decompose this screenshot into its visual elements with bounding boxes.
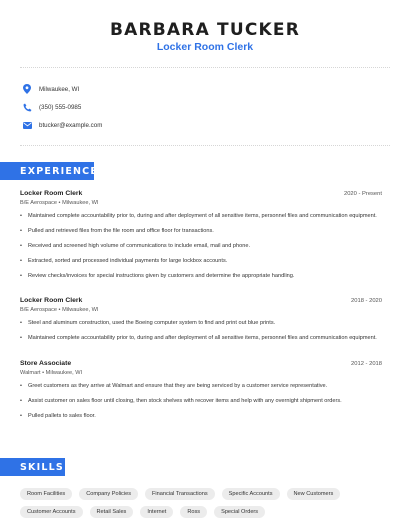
experience-section-header: EXPERIENCE: [0, 162, 94, 180]
skills-section-header: SKILLS: [0, 458, 65, 476]
job-dates: 2012 - 2018: [351, 361, 382, 367]
job-title: Locker Room Clerk: [20, 297, 83, 304]
job-bullet: • Pulled and retrieved files from the file room and office floor for transactions.: [20, 227, 382, 235]
job-bullet: • Received and screened high volume of communications to include email, mail and phone.: [20, 242, 382, 250]
skill-chip: Ross: [180, 506, 207, 518]
contact-email-text: btucker@example.com: [39, 121, 103, 129]
job-dates: 2020 - Present: [343, 191, 382, 197]
skill-chip: Room Facilities: [20, 488, 72, 500]
job-bullet: • Pulled pallets to sales floor.: [20, 412, 382, 420]
skill-chip: Retail Sales: [90, 506, 134, 518]
email-icon: [22, 120, 32, 130]
contact-location-text: Milwaukee, WI: [39, 85, 80, 93]
skills-list: [20, 488, 390, 518]
divider: [20, 145, 390, 146]
skill-chip: Specific Accounts: [222, 488, 280, 500]
job-entry: [20, 360, 382, 427]
job-company: Walmart • Milwaukee, WI: [20, 370, 83, 376]
job-bullet: • Extracted, sorted and processed individual payments for large lockbox accounts.: [20, 257, 382, 265]
phone-icon: [22, 102, 32, 112]
job-entry: [20, 190, 382, 287]
contact-phone-text: (350) 555-0985: [39, 103, 82, 111]
job-bullet: • Assist customer on sales floor until closing, then stock shelves with recover items and help with any overnight shipment orders.: [20, 397, 382, 405]
job-title-header: Locker Room Clerk: [156, 41, 254, 53]
contact-location: [22, 84, 79, 94]
candidate-name: BARBARA TUCKER: [109, 20, 301, 40]
skill-chip: Customer Accounts: [20, 506, 83, 518]
job-company: B/E Aerospace • Milwaukee, WI: [20, 307, 99, 313]
job-title: Store Associate: [20, 360, 72, 367]
skill-chip: Special Orders: [214, 506, 265, 518]
skill-chip: New Customers: [287, 488, 341, 500]
job-title: Locker Room Clerk: [20, 190, 83, 197]
job-bullet: • Maintained complete accountability prior to, during and after deployment of all sensitive items, personnel files and communication equipment.: [20, 334, 382, 342]
divider: [20, 67, 390, 68]
job-bullet: • Review checks/invoices for special instructions given by customers and determine the appropriate handling.: [20, 272, 382, 280]
job-company: B/E Aerospace • Milwaukee, WI: [20, 200, 99, 206]
job-dates: 2018 - 2020: [351, 298, 382, 304]
skill-chip: Internet: [140, 506, 173, 518]
contact-phone: [22, 102, 81, 112]
job-bullet: • Maintained complete accountability prior to, during and after deployment of all sensitive items, personnel files and communication equipment.: [20, 212, 382, 220]
contact-email: [22, 120, 102, 130]
skill-chip: Financial Transactions: [145, 488, 215, 500]
skill-chip: Company Policies: [79, 488, 138, 500]
job-bullet: • Steel and aluminum construction, used the Boeing computer system to find and print out blue prints.: [20, 319, 382, 327]
job-entry: [20, 297, 382, 349]
job-bullet: • Greet customers as they arrive at Walmart and ensure that they are being serviced by a customer service representative.: [20, 382, 382, 390]
location-pin-icon: [22, 84, 32, 94]
